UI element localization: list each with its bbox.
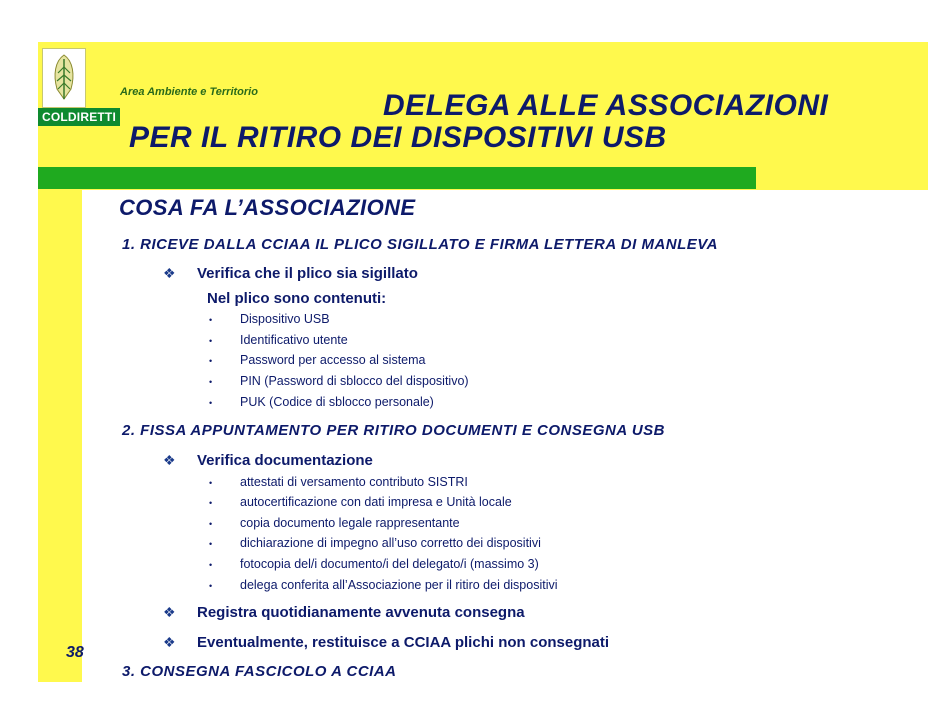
step-2-extra: Eventualmente, restituisce a CCIAA plichi non consegnati xyxy=(197,634,610,651)
diamond-bullet-icon: ❖ xyxy=(163,265,176,281)
step-2-check: Verifica documentazione xyxy=(197,452,373,469)
page-number: 38 xyxy=(66,644,84,661)
page-title-line-2: PER IL RITIRO DEI DISPOSITIVI USB xyxy=(129,121,667,154)
step-1-check: Verifica che il plico sia sigillato xyxy=(197,265,418,282)
wheat-logo-icon xyxy=(42,48,86,108)
diamond-bullet-icon: ❖ xyxy=(163,634,176,650)
step-1-contents-title: Nel plico sono contenuti: xyxy=(207,290,387,307)
bullet-icon: • xyxy=(209,356,213,366)
page-title-line-1: DELEGA ALLE ASSOCIAZIONI xyxy=(383,89,829,122)
step-3-heading: 3. CONSEGNA FASCICOLO A CCIAA xyxy=(122,663,397,680)
list-item: fotocopia del/i documento/i del delegato/i (massimo 3) xyxy=(240,557,539,571)
list-item: Password per accesso al sistema xyxy=(240,353,426,367)
step-1-heading: 1. RICEVE DALLA CCIAA IL PLICO SIGILLATO E FIRMA LETTERA DI MANLEVA xyxy=(122,236,719,253)
bullet-icon: • xyxy=(209,315,213,325)
list-item: Identificativo utente xyxy=(240,333,348,347)
brand-logo-text: COLDIRETTI xyxy=(38,108,120,126)
section-title: COSA FA L’ASSOCIAZIONE xyxy=(119,195,416,220)
bullet-icon: • xyxy=(209,398,213,408)
bullet-icon: • xyxy=(209,336,213,346)
bullet-icon: • xyxy=(209,377,213,387)
left-accent-strip xyxy=(38,42,82,682)
area-label: Area Ambiente e Territorio xyxy=(120,86,258,98)
list-item: Dispositivo USB xyxy=(240,312,330,326)
bullet-icon: • xyxy=(209,498,213,508)
list-item: attestati di versamento contributo SISTRI xyxy=(240,475,468,489)
diamond-bullet-icon: ❖ xyxy=(163,604,176,620)
list-item: dichiarazione di impegno all’uso corretto dei dispositivi xyxy=(240,536,541,550)
list-item: PIN (Password di sblocco del dispositivo) xyxy=(240,374,469,388)
list-item: delega conferita all’Associazione per il ritiro dei dispositivi xyxy=(240,578,558,592)
bullet-icon: • xyxy=(209,581,213,591)
list-item: autocertificazione con dati impresa e Unità locale xyxy=(240,495,512,509)
step-2-extra: Registra quotidianamente avvenuta consegna xyxy=(197,604,525,621)
green-divider-bar xyxy=(38,167,756,189)
bullet-icon: • xyxy=(209,560,213,570)
list-item: PUK (Codice di sblocco personale) xyxy=(240,395,434,409)
step-2-heading: 2. FISSA APPUNTAMENTO PER RITIRO DOCUMENTI E CONSEGNA USB xyxy=(122,422,665,439)
list-item: copia documento legale rappresentante xyxy=(240,516,460,530)
bullet-icon: • xyxy=(209,539,213,549)
bullet-icon: • xyxy=(209,519,213,529)
bullet-icon: • xyxy=(209,478,213,488)
diamond-bullet-icon: ❖ xyxy=(163,452,176,468)
